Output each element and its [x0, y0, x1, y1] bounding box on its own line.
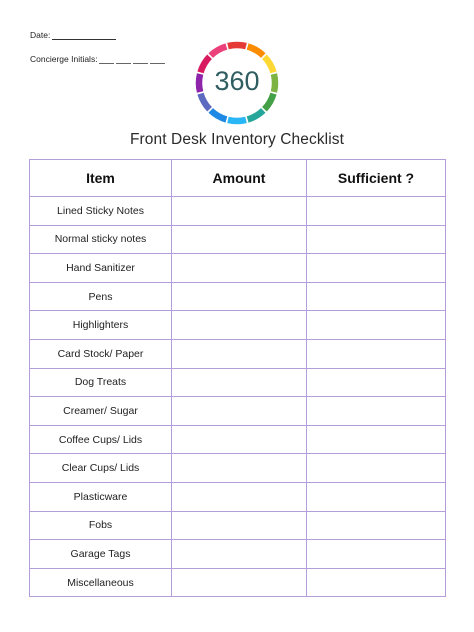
table-row — [30, 197, 446, 226]
column-header-sufficient: Sufficient ? — [307, 160, 446, 197]
initials-blank[interactable] — [99, 54, 114, 64]
logo-ring-segment — [211, 47, 227, 56]
concierge-initials-label: Concierge Initials: — [30, 54, 98, 64]
amount-cell[interactable] — [172, 368, 307, 397]
table-row — [30, 339, 446, 368]
item-name-cell: Pens — [30, 282, 172, 311]
logo-360 — [192, 38, 282, 128]
sufficient-cell[interactable] — [307, 454, 446, 483]
logo-ring-segment — [248, 110, 264, 119]
logo-ring-segment — [211, 110, 227, 119]
item-name-cell: Hand Sanitizer — [30, 254, 172, 283]
sufficient-cell[interactable] — [307, 225, 446, 254]
amount-cell[interactable] — [172, 454, 307, 483]
sufficient-cell[interactable] — [307, 197, 446, 226]
item-name-cell: Normal sticky notes — [30, 225, 172, 254]
table-row — [30, 397, 446, 426]
concierge-initials-field — [30, 54, 165, 64]
table-row — [30, 482, 446, 511]
amount-cell[interactable] — [172, 540, 307, 569]
sufficient-cell[interactable] — [307, 339, 446, 368]
item-name-cell: Clear Cups/ Lids — [30, 454, 172, 483]
table-row — [30, 425, 446, 454]
page-title: Front Desk Inventory Checklist — [129, 131, 345, 148]
sufficient-cell[interactable] — [307, 282, 446, 311]
table-header-row — [30, 160, 446, 197]
logo-text: 360 — [214, 66, 260, 96]
table-row — [30, 454, 446, 483]
logo-ring-segment — [201, 94, 210, 110]
amount-cell[interactable] — [172, 225, 307, 254]
sufficient-cell[interactable] — [307, 311, 446, 340]
sufficient-cell[interactable] — [307, 368, 446, 397]
item-name-cell: Card Stock/ Paper — [30, 339, 172, 368]
logo-ring-segment — [248, 47, 264, 56]
amount-cell[interactable] — [172, 482, 307, 511]
logo-ring-segment — [274, 74, 275, 92]
table-row — [30, 311, 446, 340]
table-row — [30, 282, 446, 311]
table-row — [30, 368, 446, 397]
item-name-cell: Dog Treats — [30, 368, 172, 397]
initials-blank[interactable] — [133, 54, 148, 64]
item-name-cell: Creamer/ Sugar — [30, 397, 172, 426]
date-blank[interactable] — [52, 30, 116, 40]
table-row — [30, 225, 446, 254]
item-name-cell: Fobs — [30, 511, 172, 540]
table-body — [30, 197, 446, 597]
table-row — [30, 511, 446, 540]
sufficient-cell[interactable] — [307, 397, 446, 426]
date-label: Date: — [30, 30, 51, 40]
column-header-amount: Amount — [172, 160, 307, 197]
sufficient-cell[interactable] — [307, 511, 446, 540]
table-row — [30, 568, 446, 597]
initials-blank[interactable] — [150, 54, 165, 64]
logo-ring-segment — [228, 45, 246, 46]
item-name-cell: Plasticware — [30, 482, 172, 511]
amount-cell[interactable] — [172, 282, 307, 311]
sufficient-cell[interactable] — [307, 254, 446, 283]
table-row — [30, 540, 446, 569]
amount-cell[interactable] — [172, 568, 307, 597]
logo-ring-segment — [228, 120, 246, 121]
item-name-cell: Highlighters — [30, 311, 172, 340]
amount-cell[interactable] — [172, 425, 307, 454]
table-row — [30, 254, 446, 283]
item-name-cell: Lined Sticky Notes — [30, 197, 172, 226]
initials-blank[interactable] — [116, 54, 131, 64]
amount-cell[interactable] — [172, 511, 307, 540]
amount-cell[interactable] — [172, 254, 307, 283]
concierge-initials-blanks[interactable] — [99, 54, 165, 64]
item-name-cell: Garage Tags — [30, 540, 172, 569]
sufficient-cell[interactable] — [307, 425, 446, 454]
item-name-cell: Miscellaneous — [30, 568, 172, 597]
sufficient-cell[interactable] — [307, 568, 446, 597]
date-field — [30, 30, 116, 40]
amount-cell[interactable] — [172, 339, 307, 368]
logo-ring-segment — [199, 74, 200, 92]
column-header-item: Item — [30, 160, 172, 197]
logo-ring-segment — [264, 94, 273, 110]
amount-cell[interactable] — [172, 197, 307, 226]
logo-ring-segment — [264, 57, 273, 73]
inventory-table — [29, 159, 446, 597]
sufficient-cell[interactable] — [307, 482, 446, 511]
item-name-cell: Coffee Cups/ Lids — [30, 425, 172, 454]
logo-ring-segment — [201, 57, 210, 73]
amount-cell[interactable] — [172, 311, 307, 340]
amount-cell[interactable] — [172, 397, 307, 426]
sufficient-cell[interactable] — [307, 540, 446, 569]
